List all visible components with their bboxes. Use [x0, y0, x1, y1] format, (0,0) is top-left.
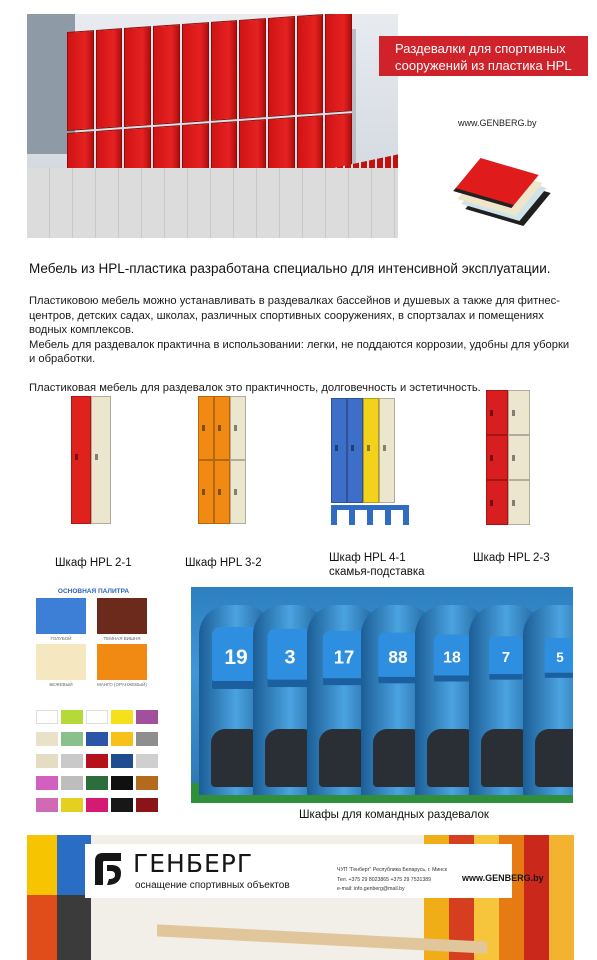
locker-door	[230, 396, 246, 460]
hpl-material-sample	[443, 158, 555, 228]
body-text	[29, 294, 574, 395]
jersey-number: 3	[267, 629, 312, 687]
palette-swatch	[61, 710, 83, 724]
body-paragraph-2: Мебель для раздевалок практична в использовании: легки, не поддаются коррозии, удобны для уборки и обработки.	[29, 338, 570, 365]
headline: Мебель из HPL-пластика разработана специально для интенсивной эксплуатации.	[29, 261, 551, 276]
swatch-caption: ТЕМНАЯ ВИШНЯ	[103, 636, 141, 641]
product-label-hpl-4-1-name: Шкаф HPL 4-1	[329, 552, 406, 564]
palette-swatch	[61, 754, 83, 768]
tile-floor	[27, 168, 398, 238]
locker-door	[198, 460, 214, 524]
email-line[interactable]: e-mail: info.genberg@mail.by	[337, 886, 405, 892]
jersey-number: 17	[323, 631, 365, 686]
footer-left-lockers	[27, 835, 91, 960]
swatch-dark-cherry	[97, 598, 147, 634]
product-image-hpl-4-1[interactable]	[331, 398, 409, 525]
palette-swatch	[86, 732, 108, 746]
hanger-rail	[352, 29, 356, 179]
swatch-caption: ГОЛУБОЙ	[50, 636, 72, 641]
palette-swatch	[136, 732, 158, 746]
locker-door	[486, 435, 508, 480]
jersey-number: 18	[434, 634, 470, 681]
locker-door	[331, 398, 347, 503]
product-label-hpl-3-2[interactable]: Шкаф HPL 3-2	[185, 557, 262, 569]
swatch-beige	[36, 644, 86, 680]
phones-line: Тел. +375 29 8023865 +375 29 7531389	[337, 876, 432, 883]
palette-swatch	[86, 798, 108, 812]
locker-door	[347, 398, 363, 503]
footer-url[interactable]: www.GENBERG.by	[462, 873, 544, 883]
locker-door	[486, 480, 508, 525]
locker-door	[486, 390, 508, 435]
team-photo-caption: Шкафы для командных раздевалок	[299, 809, 489, 821]
palette-swatch	[36, 710, 58, 724]
hero-url[interactable]: www.GENBERG.by	[458, 118, 537, 128]
bench-stand	[331, 505, 409, 525]
palette-swatch	[36, 754, 58, 768]
contact-block	[337, 866, 447, 895]
body-paragraph-1: Пластиковою мебель можно устанавливать в раздевалках бассейнов и душевых а также для фитнес-центров, детских садах, школах, различных спортивных сооружениях, в спортзалах и помещениях водных комплексов.	[29, 295, 560, 336]
palette-swatch	[136, 798, 158, 812]
product-label-hpl-2-1[interactable]: Шкаф HPL 2-1	[55, 557, 132, 569]
brand-slogan: оснащение спортивных объектов	[135, 880, 290, 891]
body-paragraph-3: Пластиковая мебель для раздевалок это практичность, долговечность и эстетичность.	[29, 381, 481, 394]
palette-swatch	[61, 776, 83, 790]
locker-door	[71, 396, 91, 524]
locker-door	[379, 398, 395, 503]
palette-swatch	[86, 776, 108, 790]
locker-door	[363, 398, 379, 503]
team-seat	[535, 729, 573, 787]
product-label-hpl-2-3[interactable]: Шкаф HPL 2-3	[473, 552, 550, 564]
footer-banner	[27, 835, 574, 960]
locker-door	[91, 396, 111, 524]
locker-door	[214, 460, 230, 524]
jersey-number: 19	[212, 627, 260, 689]
company-line: ЧУП "Генберг" Республика Беларусь, г. Минск	[337, 867, 448, 873]
jersey-number: 7	[489, 636, 523, 679]
product-label-hpl-4-1-sub: скамья-подставка	[329, 566, 425, 578]
palette-title: ОСНОВНАЯ ПАЛИТРА	[57, 588, 130, 595]
palette-swatch	[86, 754, 108, 768]
team-locker-room-photo	[191, 587, 573, 803]
palette-swatch	[111, 776, 133, 790]
swatch-mango	[97, 644, 147, 680]
palette-swatch	[111, 754, 133, 768]
product-image-hpl-2-3[interactable]	[486, 390, 530, 525]
palette-swatch	[136, 710, 158, 724]
palette-swatch	[36, 776, 58, 790]
swatch-caption: МАНГО (ОРАНЖЕВЫЙ)	[97, 682, 147, 687]
palette-swatch	[111, 710, 133, 724]
jersey-number: 88	[378, 633, 417, 684]
palette-swatch	[136, 754, 158, 768]
palette-swatch	[111, 798, 133, 812]
main-color-palette	[36, 588, 151, 693]
product-label-hpl-4-1[interactable]	[329, 551, 425, 579]
palette-swatch	[111, 732, 133, 746]
product-image-hpl-3-2[interactable]	[198, 396, 246, 524]
palette-swatch	[61, 732, 83, 746]
palette-swatch	[61, 798, 83, 812]
locker-door	[508, 435, 530, 480]
hero-title-banner: Раздевалки для спортивных сооружений из пластика HPL	[379, 36, 588, 76]
swatch-caption: БЕЖЕВЫЙ	[49, 682, 73, 687]
palette-swatch	[86, 710, 108, 724]
palette-swatch	[36, 798, 58, 812]
swatch-blue	[36, 598, 86, 634]
hero-locker-photo	[27, 14, 398, 238]
brand-name: ГЕНБЕРГ	[133, 849, 254, 878]
palette-swatch	[136, 776, 158, 790]
palette-swatch	[36, 732, 58, 746]
locker-door	[214, 396, 230, 460]
locker-door	[508, 480, 530, 525]
product-image-hpl-2-1[interactable]	[71, 396, 111, 524]
extended-color-palette	[36, 710, 164, 828]
locker-door	[508, 390, 530, 435]
locker-door	[230, 460, 246, 524]
jersey-number: 5	[545, 638, 573, 678]
genberg-logo-icon	[91, 851, 125, 887]
locker-door	[198, 396, 214, 460]
